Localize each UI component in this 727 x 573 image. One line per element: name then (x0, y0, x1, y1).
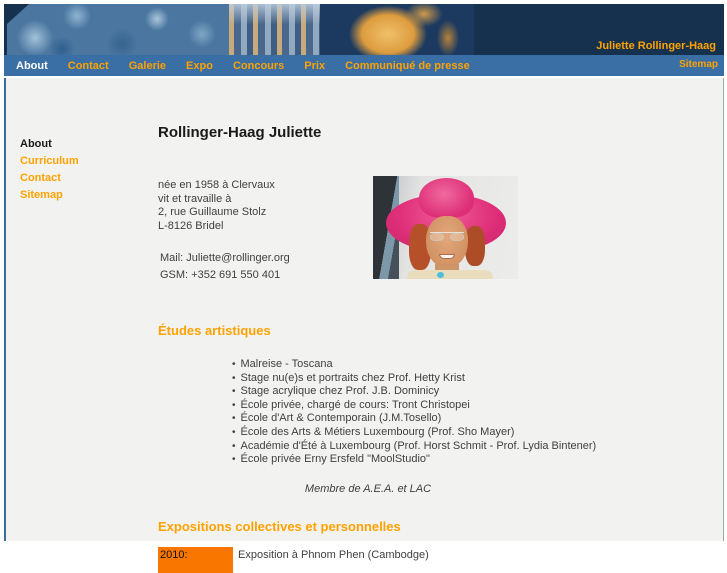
bio-line-lives: vit et travaille à (158, 192, 232, 205)
studies-item: • École privée, chargé de cours: Tront Christopei (232, 399, 723, 413)
nav-item-communique[interactable]: Communiqué de presse (345, 59, 470, 72)
nav-item-concours[interactable]: Concours (232, 59, 285, 72)
photo-pink-hat-crown (419, 178, 474, 218)
sidebar-item-sitemap[interactable]: Sitemap (20, 189, 63, 201)
nav-item-galerie[interactable]: Galerie (128, 59, 167, 72)
membership-note: Membre de A.E.A. et LAC (304, 482, 432, 495)
bio-line-city: L-8126 Bridel (158, 219, 224, 232)
expositions-table (158, 547, 723, 573)
page-title: Rollinger-Haag Juliette (158, 124, 322, 141)
banner-painting-figures (229, 4, 320, 55)
exposition-year-cell: 2010: (158, 547, 233, 573)
nav-sitemap-link[interactable]: Sitemap (679, 59, 718, 70)
banner-painting-blue-flowers (7, 4, 229, 55)
bio-section (158, 179, 723, 287)
studies-item: • École d'Art & Contemporain (J.M.Tosello) (232, 412, 723, 426)
gsm-label: GSM: (160, 269, 189, 281)
photo-hair-right (465, 226, 485, 266)
studies-item: • École des Arts & Métiers Luxembourg (Prof. Sho Mayer) (232, 426, 723, 440)
sidebar (6, 78, 158, 541)
studies-item: • Stage nu(e)s et portraits chez Prof. Hetty Krist (232, 372, 723, 386)
photo-necklace-bead (437, 272, 444, 278)
page (4, 4, 724, 561)
main-content (158, 78, 723, 561)
mail-label: Mail: (160, 252, 184, 264)
site-title: Juliette Rollinger-Haag (596, 40, 716, 52)
gsm-value: +352 691 550 401 (191, 269, 281, 281)
expositions-heading: Expositions collectives et personnelles (158, 518, 401, 534)
exposition-description-cell: Exposition à Phnom Phen (Cambodge) (238, 548, 429, 561)
sidebar-item-curriculum[interactable]: Curriculum (20, 155, 79, 167)
banner-painting-collage (7, 4, 474, 55)
studies-heading: Études artistiques (158, 323, 271, 338)
nav-item-about[interactable]: About (16, 59, 48, 72)
mail-value: Juliette@rollinger.org (186, 252, 290, 264)
sidebar-item-about[interactable]: About (20, 138, 52, 150)
photo-glasses (430, 232, 464, 241)
studies-item: • Académie d'Été à Luxembourg (Prof. Horst Schmit - Prof. Lydia Bintener) (232, 440, 723, 454)
nav-item-prix[interactable]: Prix (304, 59, 326, 72)
banner-painting-orange-flower (320, 4, 474, 55)
nav-item-expo[interactable]: Expo (186, 59, 213, 72)
content-area (4, 78, 724, 561)
studies-item: • École privée Erny Ersfeld "MoolStudio" (232, 453, 723, 467)
photo-face (426, 216, 468, 268)
studies-list (158, 358, 723, 467)
bio-line-birth: née en 1958 à Clervaux (158, 179, 275, 191)
photo-smile (439, 254, 455, 259)
header-banner (4, 4, 724, 55)
studies-item: • Stage acrylique chez Prof. J.B. Dominicy (232, 385, 723, 399)
sidebar-item-contact[interactable]: Contact (20, 172, 61, 184)
studies-item: • Malreise - Toscana (232, 358, 723, 372)
nav-item-contact[interactable]: Contact (67, 59, 109, 72)
main-nav (4, 55, 724, 76)
photo-shirt (407, 270, 493, 279)
portrait-photo (373, 176, 518, 279)
bio-line-street: 2, rue Guillaume Stolz (158, 206, 267, 218)
